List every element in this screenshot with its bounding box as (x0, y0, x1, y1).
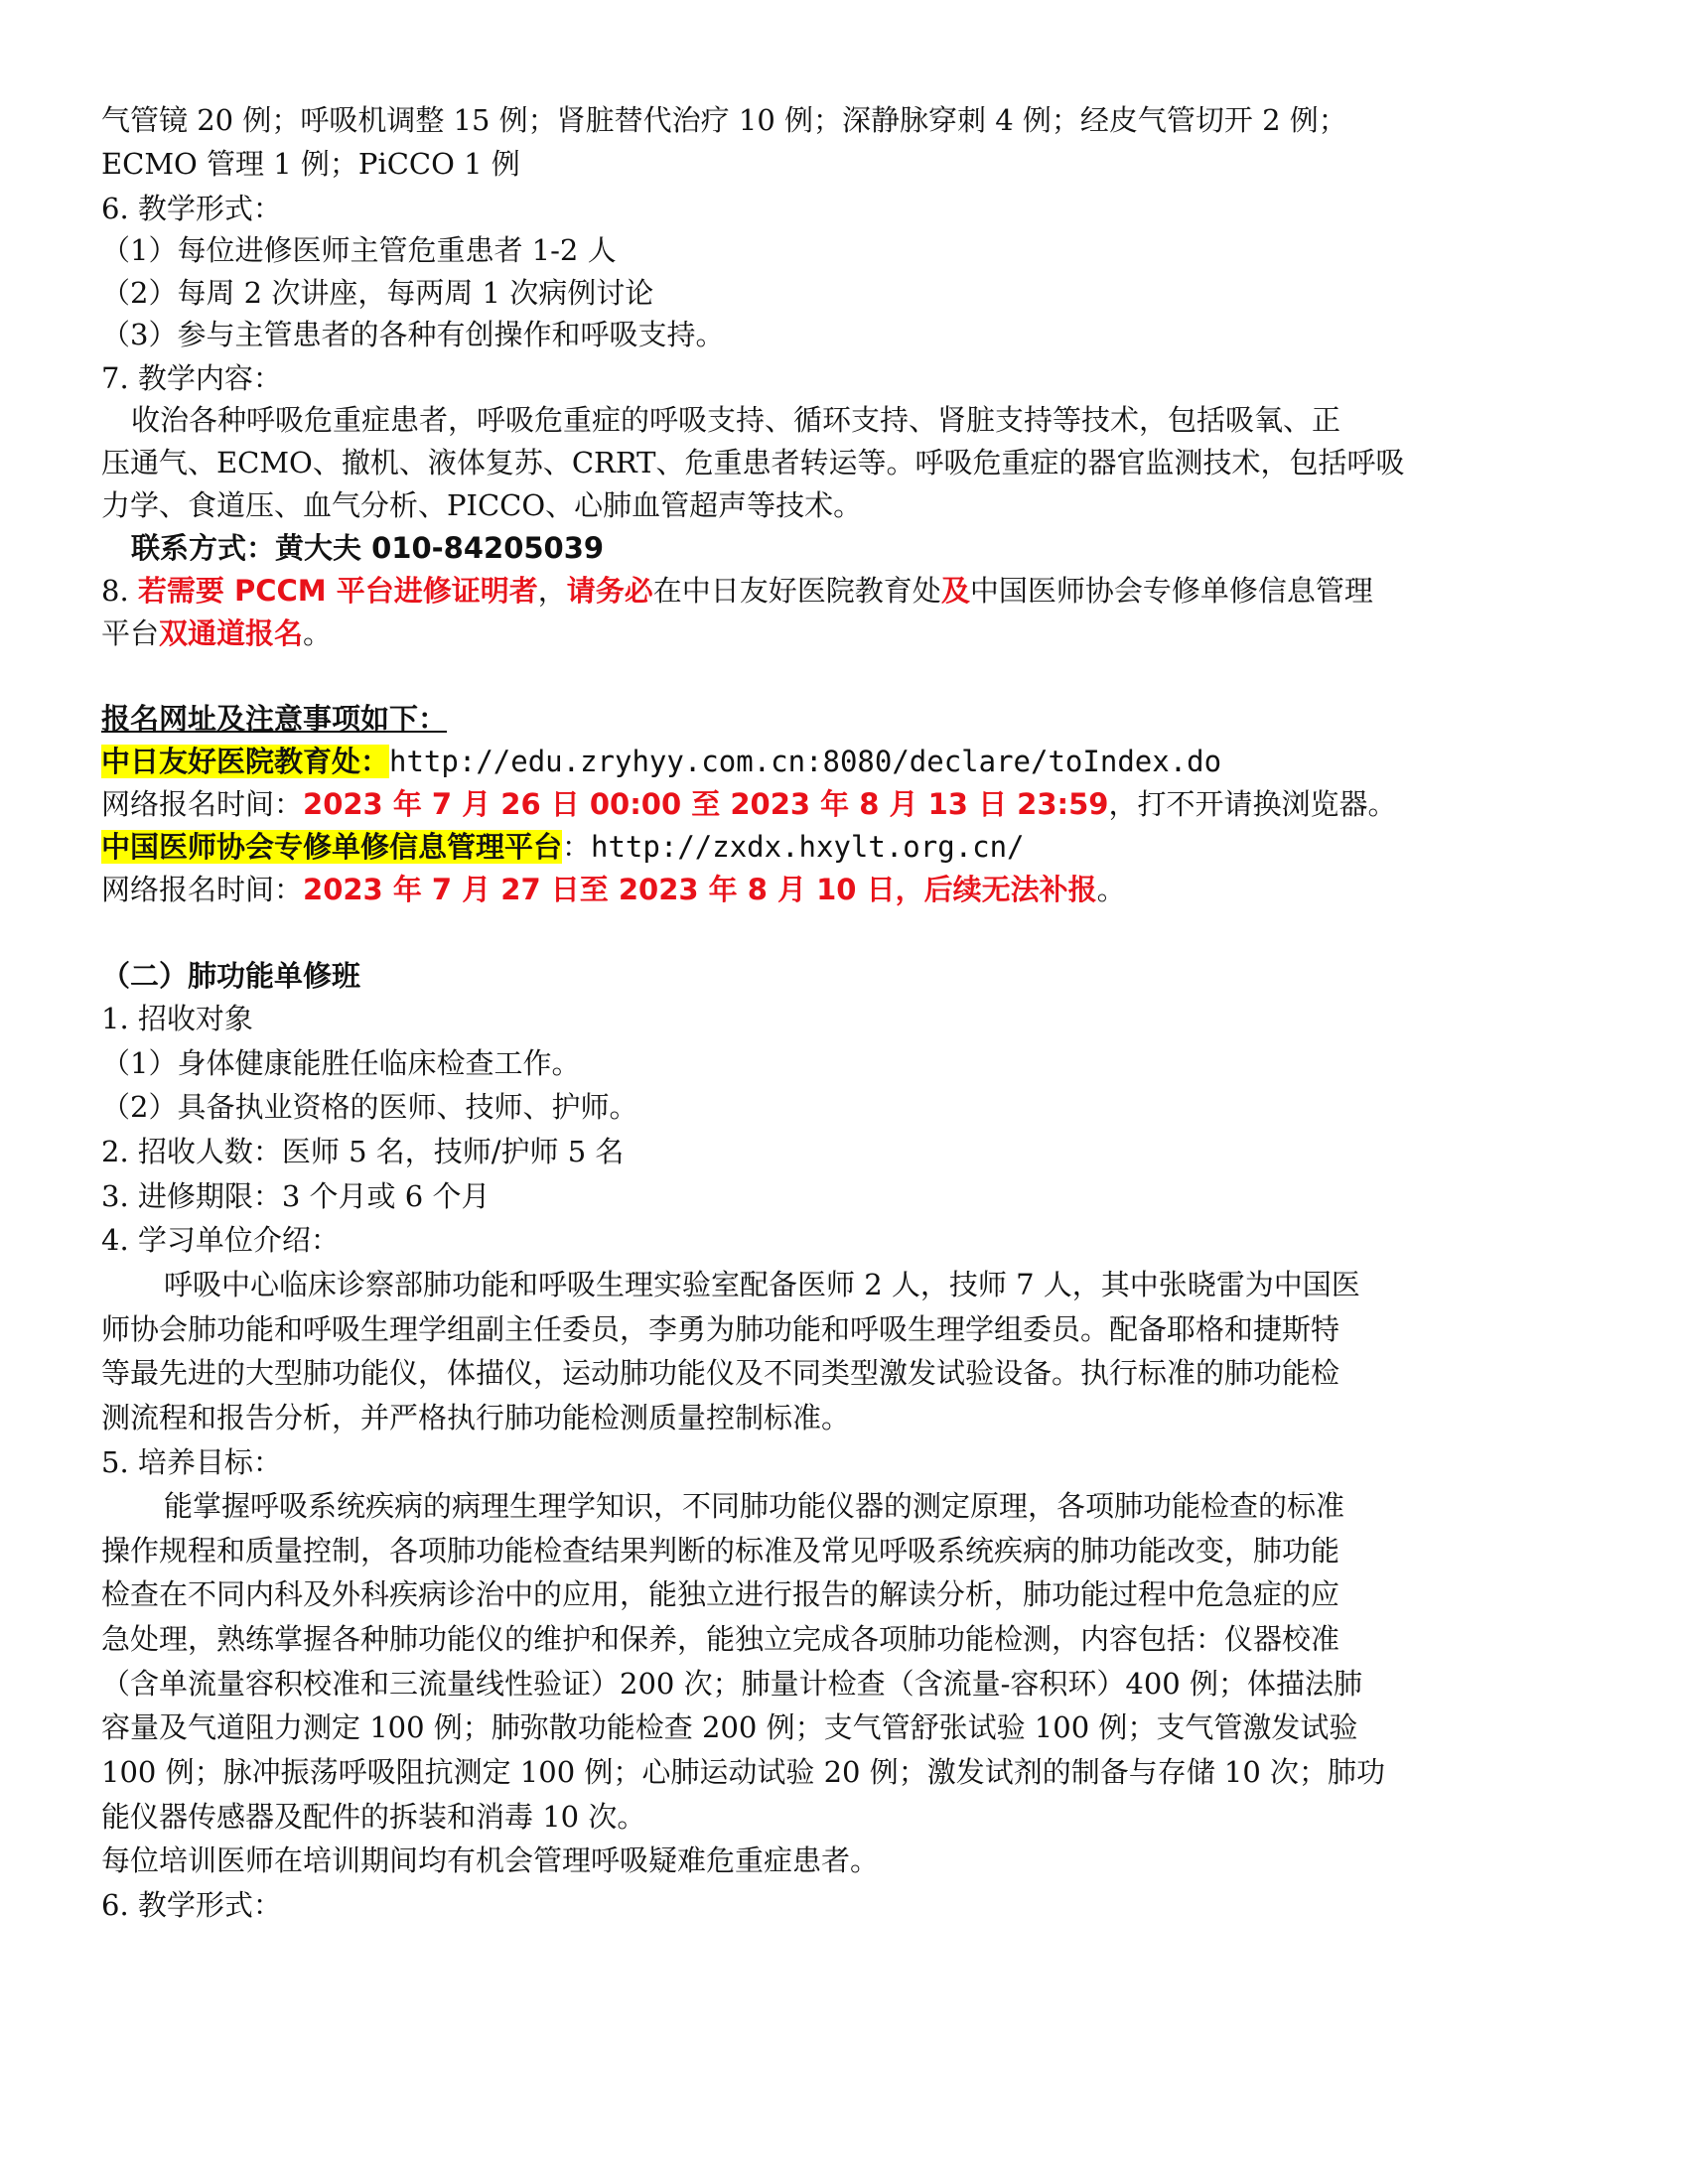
paragraph-line: 压通气、ECMO、撤机、液体复苏、CRRT、危重患者转运等。呼吸危重症的器官监测技术，包括呼吸 (101, 446, 1405, 479)
registration-url-link[interactable]: ：http://zxdx.hxylt.org.cn/ (562, 830, 1025, 864)
paragraph-line: 每位培训医师在培训期间均有机会管理呼吸疑难危重症患者。 (101, 1843, 880, 1877)
section-heading: 4. 学习单位介绍： (101, 1223, 340, 1257)
list-item: （3）参与主管患者的各种有创操作和呼吸支持。 (101, 318, 725, 351)
section-heading: 5. 培养目标： (101, 1445, 282, 1479)
notice-emphasis: 双通道报名 (159, 616, 304, 650)
section-heading: 2. 招收人数：医师 5 名，技师/护师 5 名 (101, 1135, 625, 1168)
time-range: 2023 年 7 月 26 日 00:00 至 2023 年 8 月 13 日 23:59 (303, 787, 1109, 821)
notice-emphasis: 若需要 PCCM 平台进修证明者 (137, 574, 538, 608)
paragraph-line: 检查在不同内科及外科疾病诊治中的应用，能独立进行报告的解读分析，肺功能过程中危急症的应 (101, 1577, 1340, 1611)
registration-heading: 报名网址及注意事项如下： (101, 702, 448, 736)
paragraph-line: 呼吸中心临床诊察部肺功能和呼吸生理实验室配备医师 2 人，技师 7 人，其中张晓雷为中国医 (164, 1268, 1360, 1301)
notice-text: 在中日友好医院教育处 (652, 574, 941, 608)
section-heading: 6. 教学形式： (101, 192, 282, 225)
time-label: 网络报名时间： (101, 787, 304, 821)
notice-text: ， (537, 574, 567, 608)
notice-line (101, 613, 1591, 654)
text-line: 气管镜 20 例；呼吸机调整 15 例；肾脏替代治疗 10 例；深静脉穿刺 4 例；经皮气管切开 2 例； (101, 103, 1347, 137)
registration-time (101, 783, 1591, 825)
list-item: （1）身体健康能胜任临床检查工作。 (101, 1046, 581, 1080)
highlighted-label: 中日友好医院教育处： (101, 745, 390, 778)
paragraph-line: 等最先进的大型肺功能仪，体描仪，运动肺功能仪及不同类型激发试验设备。执行标准的肺功能检 (101, 1356, 1340, 1390)
paragraph-line: 能仪器传感器及配件的拆装和消毒 10 次。 (101, 1800, 646, 1834)
contact-info: 联系方式：黄大夫 010-84205039 (131, 531, 605, 565)
section-heading: 3. 进修期限：3 个月或 6 个月 (101, 1179, 491, 1213)
registration-url-link[interactable]: http://edu.zryhyy.com.cn:8080/declare/toIndex.do (389, 745, 1222, 778)
paragraph-line: （含单流量容积校准和三流量线性验证）200 次；肺量计检查（含流量-容积环）400 例；体描法肺 (101, 1667, 1362, 1701)
list-item: （2）具备执业资格的医师、技师、护师。 (101, 1090, 638, 1124)
notice-text: 平台 (101, 616, 160, 650)
notice-text: 中国医师协会专修单修信息管理 (969, 574, 1373, 608)
time-note: 。 (1096, 873, 1126, 906)
paragraph-line: 操作规程和质量控制，各项肺功能检查结果判断的标准及常见呼吸系统疾病的肺功能改变，肺功能 (101, 1534, 1340, 1568)
notice-emphasis: 及 (940, 574, 970, 608)
paragraph-line: 容量及气道阻力测定 100 例；肺弥散功能检查 200 例；支气管舒张试验 100 例；支气管激发试验 (101, 1710, 1358, 1744)
paragraph-line: 师协会肺功能和呼吸生理学组副主任委员，李勇为肺功能和呼吸生理学组委员。配备耶格和捷斯特 (101, 1312, 1340, 1346)
list-item: （1）每位进修医师主管危重患者 1-2 人 (101, 233, 617, 267)
registration-line (101, 741, 1591, 782)
time-note: ，打不开请换浏览器。 (1108, 787, 1397, 821)
registration-line (101, 826, 1591, 868)
notice-line (101, 570, 1591, 612)
section-heading: 1. 招收对象 (101, 1002, 253, 1035)
section-heading: 6. 教学形式： (101, 1888, 282, 1922)
notice-text: 。 (303, 616, 333, 650)
time-label: 网络报名时间： (101, 873, 304, 906)
section-heading: 7. 教学内容： (101, 361, 282, 395)
section-title: （二）肺功能单修班 (101, 959, 361, 993)
highlighted-label: 中国医师协会专修单修信息管理平台 (101, 830, 563, 864)
paragraph-line: 力学、食道压、血气分析、PICCO、心肺血管超声等技术。 (101, 488, 863, 522)
paragraph-line: 测流程和报告分析，并严格执行肺功能检测质量控制标准。 (101, 1401, 851, 1434)
notice-emphasis: 请务必 (566, 574, 653, 608)
paragraph-line: 急处理，熟练掌握各种肺功能仪的维护和保养，能独立完成各项肺功能检测，内容包括：仪器校准 (101, 1622, 1340, 1656)
list-item: （2）每周 2 次讲座，每两周 1 次病例讨论 (101, 276, 654, 310)
paragraph-line: 收治各种呼吸危重症患者，呼吸危重症的呼吸支持、循环支持、肾脏支持等技术，包括吸氧、正 (131, 403, 1341, 437)
time-range: 2023 年 7 月 27 日至 2023 年 8 月 10 日，后续无法补报 (303, 873, 1097, 906)
paragraph-line: 能掌握呼吸系统疾病的病理生理学知识，不同肺功能仪器的测定原理，各项肺功能检查的标准 (164, 1489, 1345, 1523)
notice-number: 8. (101, 574, 138, 608)
text-line: ECMO 管理 1 例；PiCCO 1 例 (101, 147, 520, 181)
registration-time (101, 869, 1591, 910)
paragraph-line: 100 例；脉冲振荡呼吸阻抗测定 100 例；心肺运动试验 20 例；激发试剂的制备与存储 10 次；肺功 (101, 1755, 1386, 1789)
